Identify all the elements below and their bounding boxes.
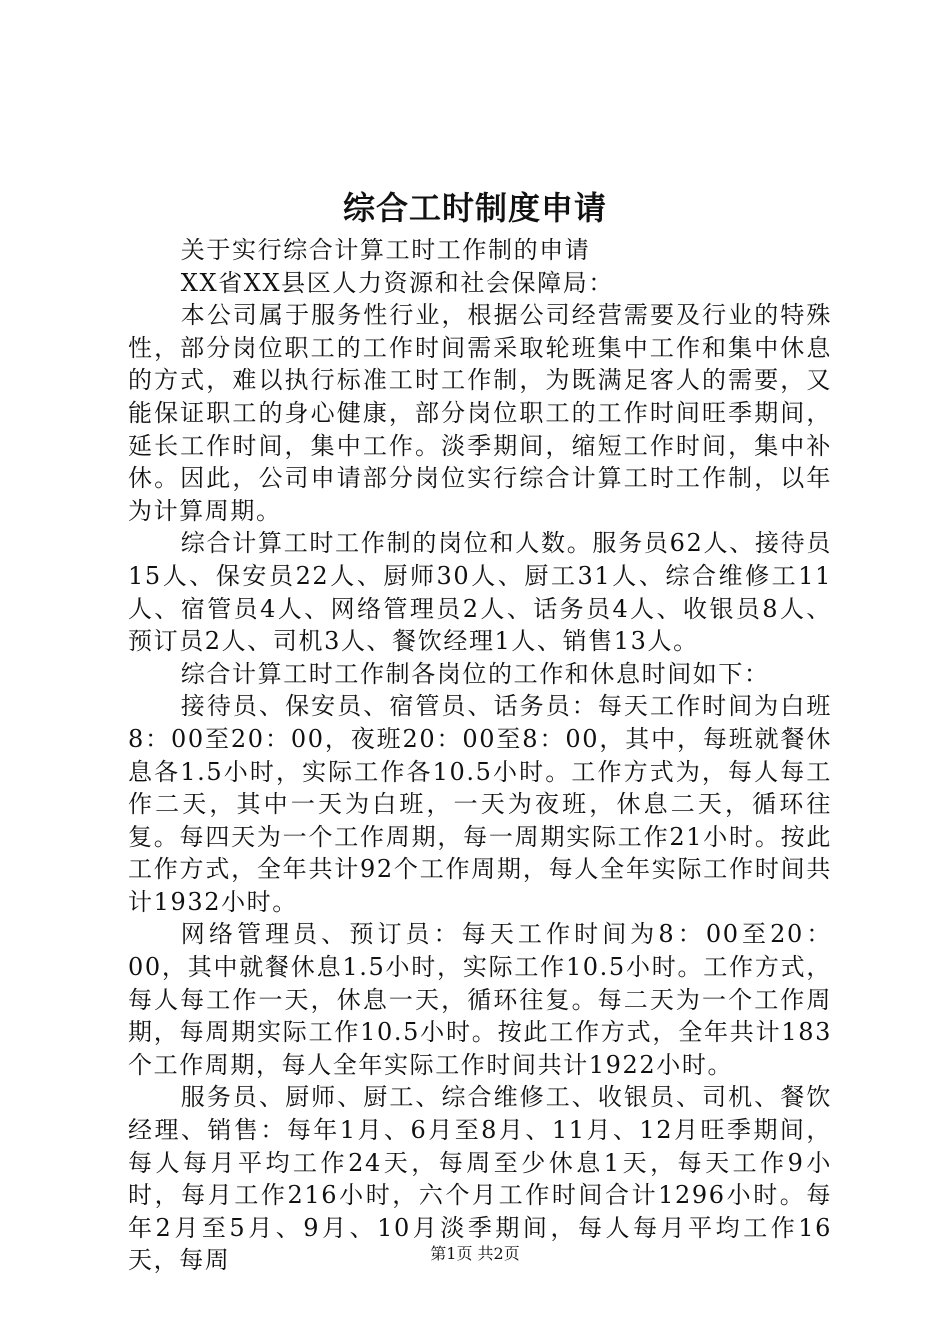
paragraph-schedule-service: 服务员、厨师、厨工、综合维修工、收银员、司机、餐饮经理、销售：每年1月、6月至8月、11月、12月旺季期间，每人每月平均工作24天，每周至少休息1天，每天工作9小时，每月工作216小时，六个月工作时间合计1296小时。每年2月至5月、9月、10月淡季期间，每人每月平均工作16天，每周 xyxy=(128,1083,832,1275)
paragraph-positions-headcount: 综合计算工时工作制的岗位和人数。服务员62人、接待员15人、保安员22人、厨师30人、厨工31人、综合维修工11人、宿管员4人、网络管理员2人、话务员4人、收银员8人、预订员2人、司机3人、餐饮经理1人、销售13人。 xyxy=(128,529,832,656)
document-title: 综合工时制度申请 xyxy=(342,189,607,227)
paragraph-background: 本公司属于服务性行业，根据公司经营需要及行业的特殊性，部分岗位职工的工作时间需采取轮班集中工作和集中休息的方式，难以执行标准工时工作制，为既满足客人的需要，又能保证职工的身心健康，部分岗位职工的工作时间旺季期间，延长工作时间，集中工作。淡季期间，缩短工作时间，集中补休。因此，公司申请部分岗位实行综合计算工时工作制，以年为计算周期。 xyxy=(128,301,832,525)
paragraph-schedule-network: 网络管理员、预订员：每天工作时间为8：00至20：00，其中就餐休息1.5小时，实际工作10.5小时。工作方式，每人每工作一天，休息一天，循环往复。每二天为一个工作周期，每周期实际工作10.5小时。按此工作方式，全年共计183个工作周期，每人全年实际工作时间共计1922小时。 xyxy=(128,920,832,1079)
paragraph-schedule-reception: 接待员、保安员、宿管员、话务员：每天工作时间为白班8：00至20：00，夜班20：00至8：00，其中，每班就餐休息各1.5小时，实际工作各10.5小时。工作方式为，每人每工作二天，其中一天为白班，一天为夜班，休息二天，循环往复。每四天为一个工作周期，每一周期实际工作21小时。按此工作方式，全年共计92个工作周期，每人全年实际工作时间共计1932小时。 xyxy=(128,692,832,916)
paragraph-addressee: XX省XX县区人力资源和社会保障局： xyxy=(180,268,614,297)
document-body xyxy=(128,234,832,1277)
paragraph-schedule-intro: 综合计算工时工作制各岗位的工作和休息时间如下： xyxy=(180,659,770,688)
page-footer: 第1页 共2页 xyxy=(430,1244,520,1263)
paragraph-subject: 关于实行综合计算工时工作制的申请 xyxy=(180,236,591,264)
